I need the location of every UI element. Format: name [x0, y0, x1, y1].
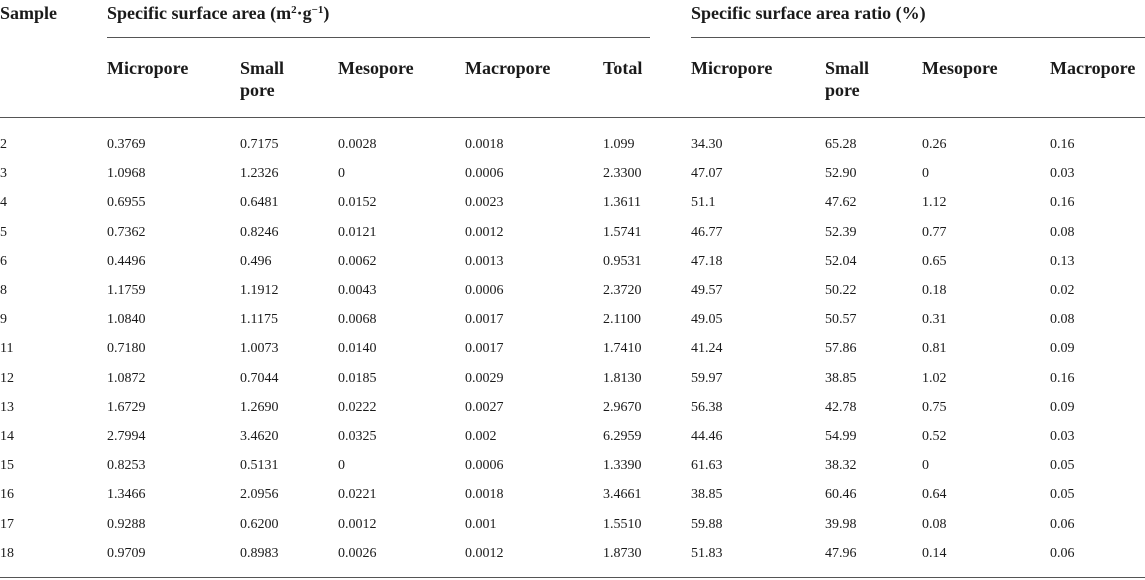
table-cell: 0.0012	[465, 545, 504, 561]
table-cell: 0.06	[1050, 545, 1075, 561]
table-cell: 0	[338, 166, 345, 182]
table-cell: 0.0018	[465, 487, 504, 503]
table-cell: 42.78	[825, 399, 857, 415]
table-cell: 0.09	[1050, 341, 1075, 357]
group2-underline	[691, 37, 1145, 38]
table-cell: 0.0028	[338, 137, 377, 152]
table-cell: 39.98	[825, 516, 857, 532]
table-cell: 50.22	[825, 283, 857, 298]
table-cell: 1.1759	[107, 283, 146, 298]
table-cell: 0.3769	[107, 137, 146, 152]
table-cell: 1.0872	[107, 370, 146, 386]
group1-sup-2: −1	[311, 4, 324, 16]
table-cell: 47.96	[825, 545, 857, 561]
table-cell: 59.97	[691, 370, 723, 386]
table-cell: 51.83	[691, 545, 723, 561]
table-cell: 1.8730	[603, 545, 642, 561]
table-cell: 0.16	[1050, 370, 1075, 386]
table-cell: 47.07	[691, 166, 723, 182]
group1-mid: ·g	[296, 3, 312, 23]
table-cell: 0.9709	[107, 545, 146, 561]
table-cell: 0.0043	[338, 283, 377, 298]
table-cell: 0.14	[922, 545, 947, 561]
table-cell: 59.88	[691, 516, 723, 532]
table-cell: 47.18	[691, 253, 723, 269]
cell-sample: 11	[0, 341, 14, 357]
table-cell: 0.6481	[240, 195, 279, 211]
table-cell: 0.6200	[240, 516, 279, 532]
table-cell: 0.496	[240, 253, 272, 269]
table-cell: 0.7180	[107, 341, 146, 357]
column-header-area-3-line1: Macropore	[465, 58, 551, 78]
column-header-area-1-line2: pore	[240, 80, 275, 100]
column-header-area-1-line1: Small	[240, 58, 285, 78]
table-cell: 0.9531	[603, 253, 642, 269]
table-cell: 2.1100	[603, 312, 641, 328]
table-cell: 0.0012	[465, 224, 504, 240]
table-cell: 56.38	[691, 399, 723, 415]
table-cell: 0.81	[922, 341, 947, 357]
table-cell: 0.02	[1050, 283, 1075, 298]
table-cell: 0.0017	[465, 312, 504, 328]
cell-sample: 6	[0, 253, 7, 269]
table-cell: 0.05	[1050, 458, 1075, 474]
table-cell: 1.0073	[240, 341, 279, 357]
table-cell: 50.57	[825, 312, 857, 328]
column-header-ratio-2-line1: Mesopore	[922, 58, 998, 78]
table-cell: 0	[922, 458, 929, 474]
table-cell: 0.75	[922, 399, 947, 415]
table-cell: 0.16	[1050, 137, 1075, 152]
cell-sample: 8	[0, 283, 7, 298]
cell-sample: 13	[0, 399, 14, 415]
table-cell: 52.90	[825, 166, 857, 182]
table-cell: 1.2690	[240, 399, 279, 415]
table-cell: 0.8983	[240, 545, 279, 561]
table-cell: 1.5741	[603, 224, 642, 240]
table-cell: 3.4661	[603, 487, 642, 503]
table-cell: 54.99	[825, 429, 857, 444]
table-bottom-rule	[0, 577, 1145, 578]
table-cell: 0.002	[465, 429, 497, 444]
table-cell: 38.85	[825, 370, 857, 386]
table-cell: 0.31	[922, 312, 947, 328]
column-header-ratio-1-line2: pore	[825, 80, 860, 100]
table-cell: 0.06	[1050, 516, 1075, 532]
table-cell: 0.0013	[465, 253, 504, 269]
table-cell: 0.0018	[465, 137, 504, 152]
table-cell: 0	[338, 458, 345, 474]
table-cell: 0.5131	[240, 458, 279, 474]
table-cell: 2.3300	[603, 166, 642, 182]
table-cell: 0.0006	[465, 283, 504, 298]
table-cell: 47.62	[825, 195, 857, 211]
table-cell: 1.12	[922, 195, 947, 211]
table-cell: 0.08	[1050, 224, 1075, 240]
table-cell: 0.0185	[338, 370, 377, 386]
table-cell: 44.46	[691, 429, 723, 444]
table-cell: 46.77	[691, 224, 723, 240]
group1-sup-1: 2	[291, 4, 297, 16]
table-cell: 2.0956	[240, 487, 279, 503]
column-header-area-0-line1: Micropore	[107, 58, 189, 78]
table-cell: 0.8246	[240, 224, 279, 240]
cell-sample: 14	[0, 429, 14, 444]
table-cell: 1.5510	[603, 516, 642, 532]
table-cell: 0.77	[922, 224, 947, 240]
group1-prefix: Specific surface area (m	[107, 3, 292, 23]
table-cell: 1.02	[922, 370, 947, 386]
column-header-ratio-0-line1: Micropore	[691, 58, 773, 78]
table-cell: 49.05	[691, 312, 723, 328]
cell-sample: 12	[0, 370, 14, 386]
table-cell: 2.3720	[603, 283, 642, 298]
table-cell: 0.13	[1050, 253, 1075, 269]
table-cell: 3.4620	[240, 429, 279, 444]
table-cell: 38.85	[691, 487, 723, 503]
header-bottom-rule	[0, 117, 1145, 118]
table-cell: 2.7994	[107, 429, 146, 444]
table-cell: 1.1175	[240, 312, 278, 328]
table-cell: 65.28	[825, 137, 857, 152]
table-cell: 0.001	[465, 516, 497, 532]
cell-sample: 2	[0, 137, 7, 152]
column-header-area-4-line1: Total	[603, 58, 643, 78]
table-cell: 0.0023	[465, 195, 504, 211]
table-cell: 0.0027	[465, 399, 504, 415]
table-cell: 1.3390	[603, 458, 642, 474]
table-cell: 57.86	[825, 341, 857, 357]
table-cell: 0.52	[922, 429, 947, 444]
cell-sample: 16	[0, 487, 14, 503]
table-cell: 0.0140	[338, 341, 377, 357]
cell-sample: 9	[0, 312, 7, 328]
table-cell: 0.0121	[338, 224, 377, 240]
table-cell: 1.0968	[107, 166, 146, 182]
table-cell: 0.8253	[107, 458, 146, 474]
table-cell: 0.05	[1050, 487, 1075, 503]
header-group-ratio: Specific surface area ratio (%)	[691, 3, 926, 23]
table-cell: 1.1912	[240, 283, 279, 298]
table-cell: 51.1	[691, 195, 716, 211]
table-cell: 0.18	[922, 283, 947, 298]
table-cell: 0.65	[922, 253, 947, 269]
table-cell: 41.24	[691, 341, 723, 357]
table-cell: 0.0006	[465, 166, 504, 182]
table-cell: 0.0029	[465, 370, 504, 386]
table-cell: 0.26	[922, 137, 947, 152]
table-cell: 0.64	[922, 487, 947, 503]
table-cell: 0.0222	[338, 399, 377, 415]
table-cell: 0.7362	[107, 224, 146, 240]
table-cell: 52.39	[825, 224, 857, 240]
table-cell: 1.6729	[107, 399, 146, 415]
group1-underline	[107, 37, 650, 38]
table-cell: 1.3611	[603, 195, 641, 211]
table-cell: 0.0012	[338, 516, 377, 532]
table-cell: 0.09	[1050, 399, 1075, 415]
table-cell: 1.8130	[603, 370, 642, 386]
group1-suffix: )	[323, 3, 330, 23]
table-cell: 0.0221	[338, 487, 377, 503]
table-cell: 0.16	[1050, 195, 1075, 211]
table-cell: 0.0152	[338, 195, 377, 211]
table-cell: 0.0026	[338, 545, 377, 561]
table-cell: 6.2959	[603, 429, 642, 444]
table-cell: 52.04	[825, 253, 857, 269]
cell-sample: 18	[0, 545, 14, 561]
table-cell: 61.63	[691, 458, 723, 474]
column-header-area-2-line1: Mesopore	[338, 58, 414, 78]
cell-sample: 3	[0, 166, 7, 182]
header-sample: Sample	[0, 3, 58, 23]
column-header-ratio-3-line1: Macropore	[1050, 58, 1136, 78]
table-cell: 1.2326	[240, 166, 279, 182]
table-cell: 0.08	[922, 516, 947, 532]
table-cell: 1.099	[603, 137, 635, 152]
table-cell: 1.0840	[107, 312, 146, 328]
table-cell: 34.30	[691, 137, 723, 152]
table-cell: 0	[922, 166, 929, 182]
cell-sample: 17	[0, 516, 14, 532]
table-cell: 0.03	[1050, 166, 1075, 182]
table-cell: 0.4496	[107, 253, 146, 269]
table-cell: 0.0325	[338, 429, 377, 444]
table-cell: 2.9670	[603, 399, 642, 415]
table-cell: 0.0006	[465, 458, 504, 474]
cell-sample: 15	[0, 458, 14, 474]
header-group-surface-area	[107, 2, 329, 24]
table-cell: 0.0068	[338, 312, 377, 328]
table-cell: 0.7044	[240, 370, 279, 386]
cell-sample: 4	[0, 195, 7, 211]
table-cell: 60.46	[825, 487, 857, 503]
cell-sample: 5	[0, 224, 7, 240]
column-header-ratio-1-line1: Small	[825, 58, 870, 78]
table-cell: 0.03	[1050, 429, 1075, 444]
table-cell: 38.32	[825, 458, 857, 474]
table-cell: 49.57	[691, 283, 723, 298]
table-cell: 0.0017	[465, 341, 504, 357]
table-cell: 1.7410	[603, 341, 642, 357]
table-cell: 0.0062	[338, 253, 377, 269]
table-cell: 0.7175	[240, 137, 279, 152]
table-cell: 0.6955	[107, 195, 146, 211]
table-cell: 0.9288	[107, 516, 146, 532]
table-cell: 1.3466	[107, 487, 146, 503]
table-cell: 0.08	[1050, 312, 1075, 328]
